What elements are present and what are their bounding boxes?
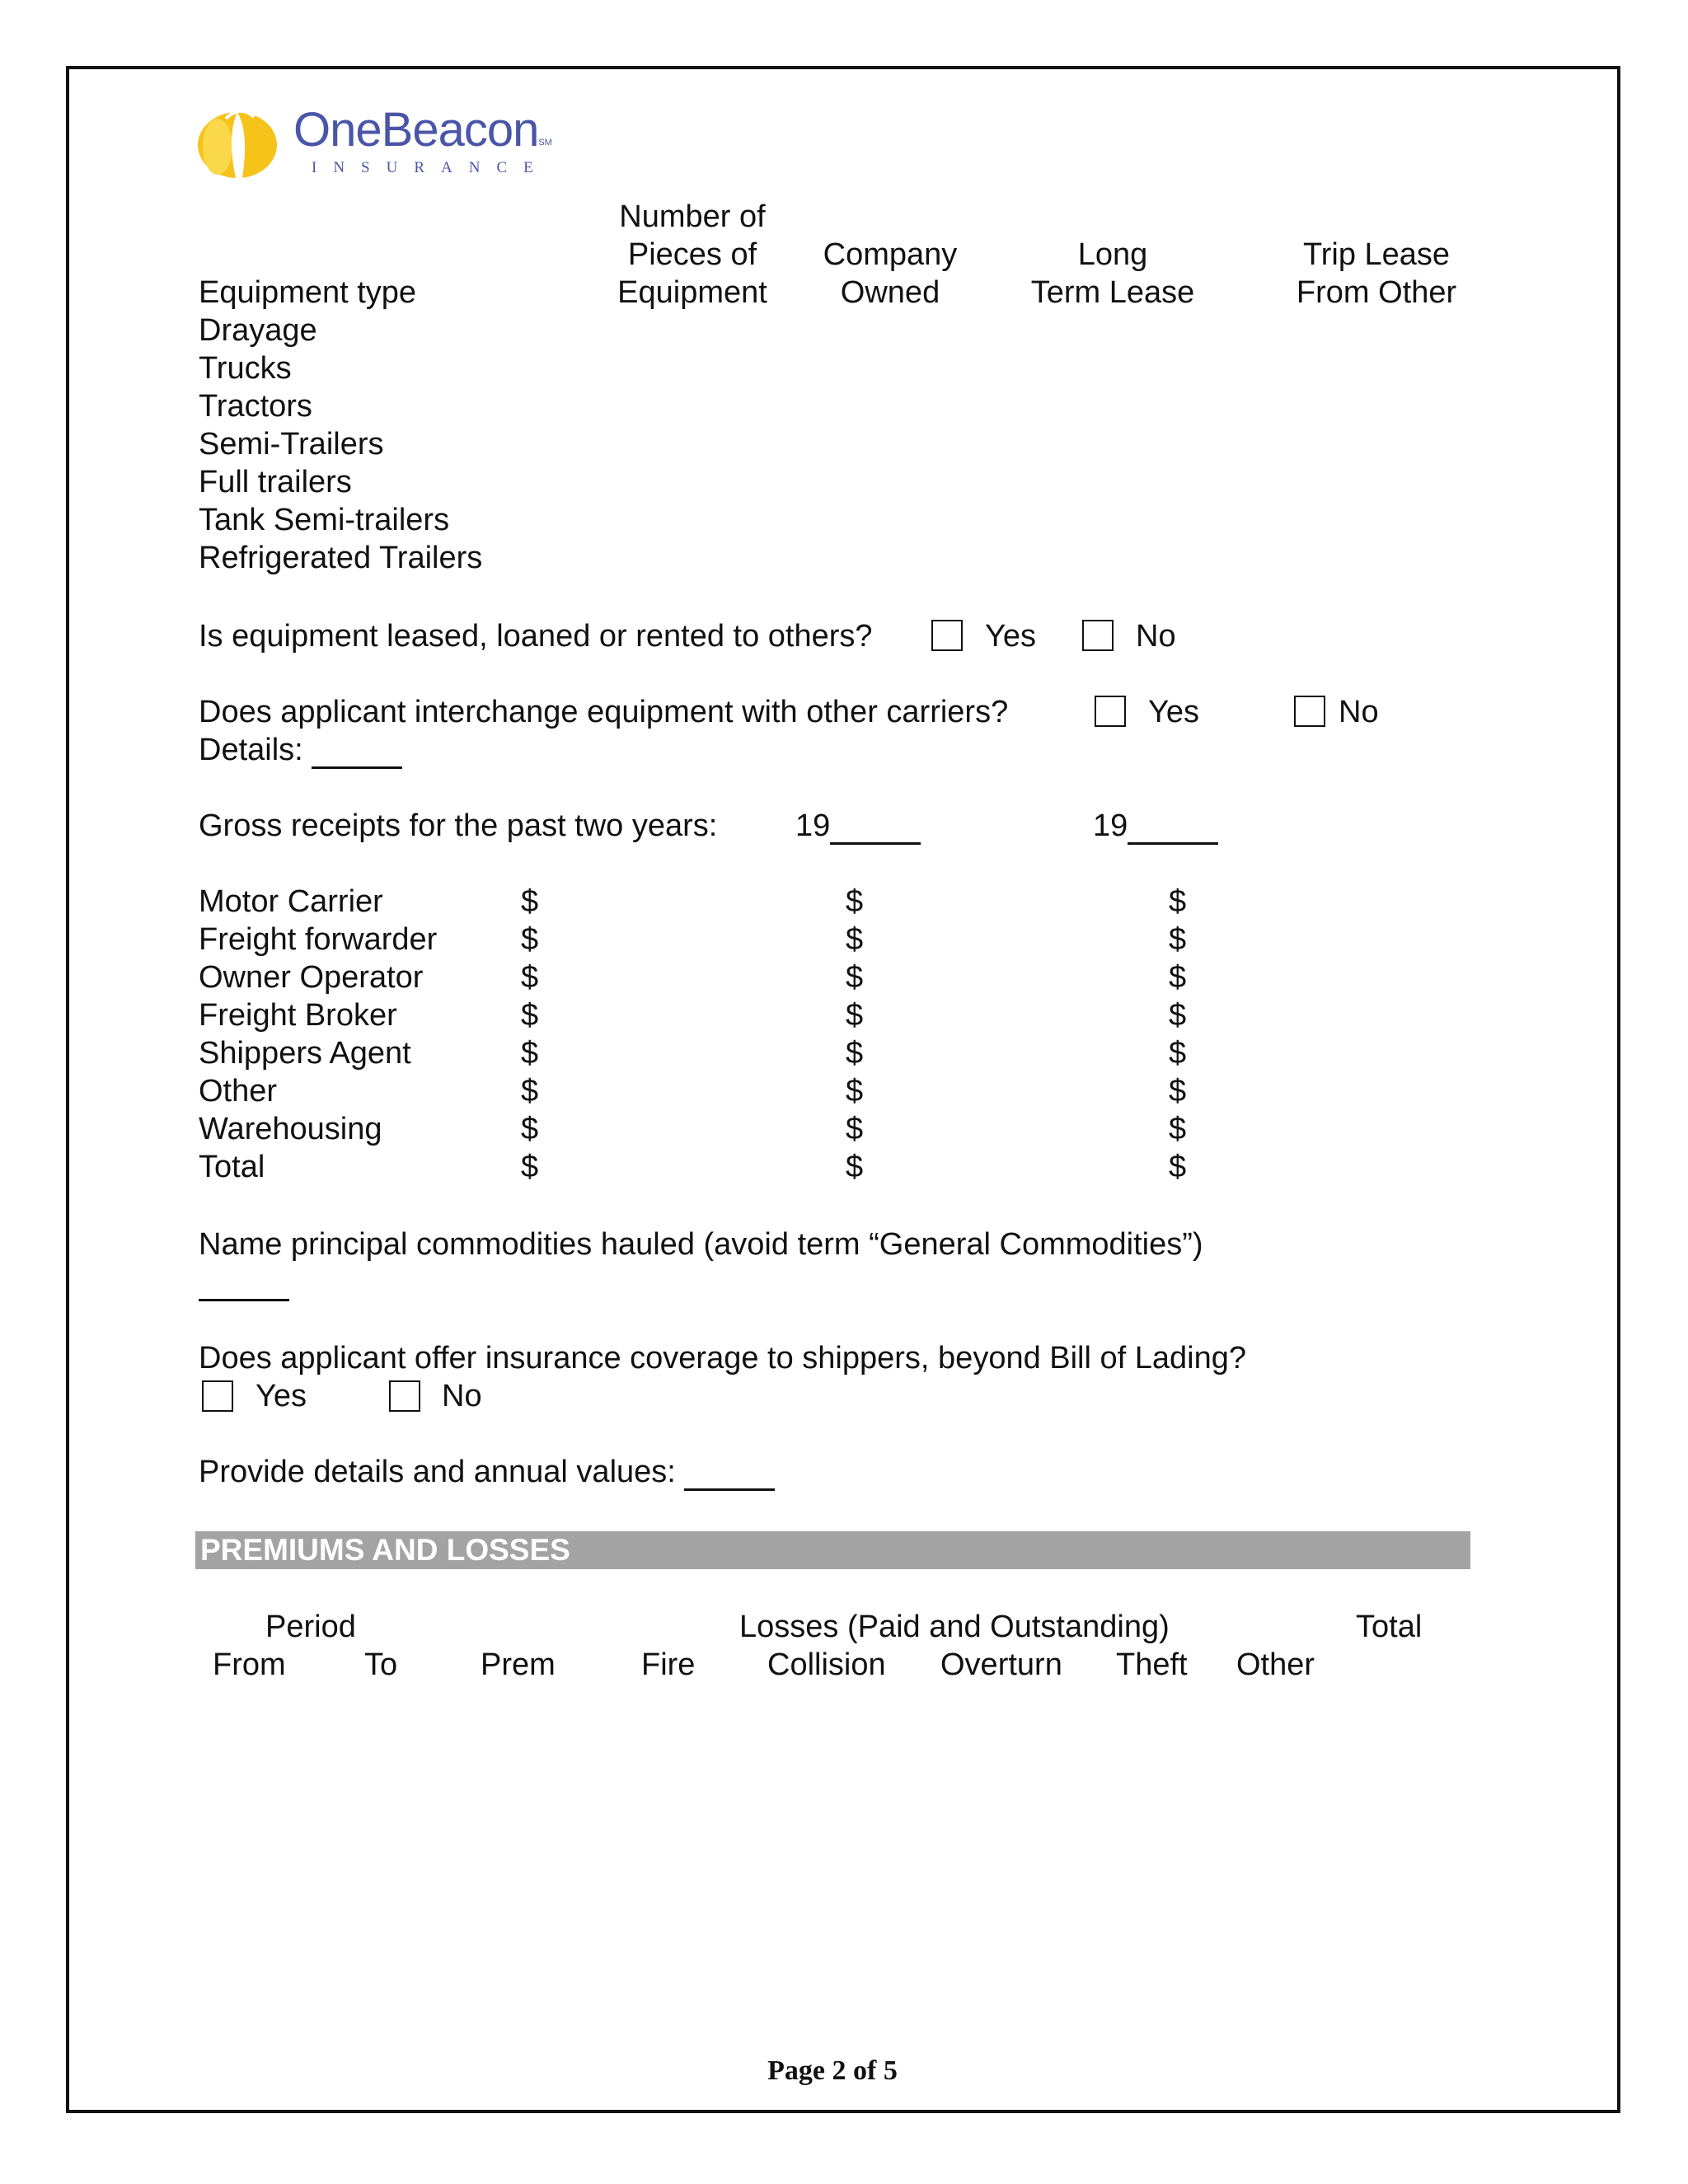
col-to: To bbox=[364, 1647, 398, 1682]
header-company-owned: Company Owned bbox=[823, 237, 958, 310]
col-prem: Prem bbox=[481, 1647, 556, 1682]
year1-input-line[interactable] bbox=[830, 811, 921, 845]
interchange-details bbox=[199, 731, 402, 769]
details-input-line[interactable] bbox=[312, 735, 402, 769]
interchange-no-checkbox[interactable] bbox=[1294, 696, 1325, 727]
coverage-no-label: No bbox=[442, 1379, 482, 1413]
receipts-row-label: Freight Broker bbox=[199, 998, 397, 1033]
leased-no-checkbox[interactable] bbox=[1082, 620, 1114, 651]
question-interchange: Does applicant interchange equipment with other carriers? bbox=[199, 695, 1009, 729]
currency-column-2: $ $ $ $ $ $ $ $ bbox=[846, 884, 864, 1184]
premiums-losses-title: PREMIUMS AND LOSSES bbox=[200, 1533, 570, 1567]
leased-no-label: No bbox=[1136, 619, 1176, 654]
interchange-no-label: No bbox=[1339, 695, 1379, 729]
coverage-no-checkbox[interactable] bbox=[389, 1380, 420, 1412]
header-equipment-type: Equipment type bbox=[199, 275, 417, 310]
equipment-type-list bbox=[199, 312, 482, 577]
header-long-term-lease: Long Term Lease bbox=[1030, 237, 1195, 310]
leased-yes-checkbox[interactable] bbox=[931, 620, 963, 651]
year2-input-line[interactable] bbox=[1128, 811, 1218, 845]
receipts-row-label: Freight forwarder bbox=[199, 922, 438, 957]
onebeacon-logo bbox=[196, 97, 551, 180]
receipts-row-label: Warehousing bbox=[199, 1112, 382, 1146]
interchange-yes-checkbox[interactable] bbox=[1095, 696, 1126, 727]
currency-column-1: $ $ $ $ $ $ $ $ bbox=[521, 884, 539, 1184]
logo-service-mark: SM bbox=[538, 138, 552, 148]
leased-yes-label: Yes bbox=[985, 619, 1036, 654]
question-leased: Is equipment leased, loaned or rented to others? bbox=[199, 619, 873, 654]
commodities-label: Name principal commodities hauled (avoid term “General Commodities”) bbox=[199, 1227, 1203, 1262]
equipment-row: Tractors bbox=[199, 389, 312, 424]
receipts-row-label: Motor Carrier bbox=[199, 884, 383, 919]
receipts-row-label: Total bbox=[199, 1150, 265, 1184]
equipment-row: Trucks bbox=[199, 351, 292, 386]
details-values-label: Provide details and annual values: bbox=[199, 1455, 676, 1489]
interchange-yes-label: Yes bbox=[1148, 695, 1199, 729]
details-values bbox=[199, 1453, 775, 1491]
receipts-category-list bbox=[199, 883, 437, 1186]
equipment-row: Semi-Trailers bbox=[199, 427, 384, 462]
equipment-row: Tank Semi-trailers bbox=[199, 503, 450, 537]
commodities-input-line[interactable] bbox=[199, 1268, 289, 1301]
receipts-row-label: Other bbox=[199, 1074, 278, 1108]
gross-year1: 19 bbox=[795, 807, 921, 845]
gross-receipts-label: Gross receipts for the past two years: bbox=[199, 808, 718, 843]
equipment-row: Full trailers bbox=[199, 465, 352, 499]
gross-year2: 19 bbox=[1093, 807, 1218, 845]
coverage-yes-checkbox[interactable] bbox=[202, 1380, 233, 1412]
question-coverage: Does applicant offer insurance coverage to shippers, beyond Bill of Lading? bbox=[199, 1341, 1246, 1376]
header-number-of-pieces: Number of Pieces of Equipment bbox=[617, 199, 767, 310]
col-overturn: Overturn bbox=[940, 1647, 1062, 1682]
col-other: Other bbox=[1236, 1647, 1315, 1682]
equipment-row: Drayage bbox=[199, 313, 317, 348]
coverage-yes-label: Yes bbox=[256, 1379, 307, 1413]
header-trip-lease: Trip Lease From Other bbox=[1296, 237, 1457, 310]
col-collision: Collision bbox=[767, 1647, 886, 1682]
receipts-row-label: Shippers Agent bbox=[199, 1036, 411, 1071]
total-header: Total bbox=[1356, 1610, 1423, 1644]
receipts-row-label: Owner Operator bbox=[199, 960, 424, 995]
currency-column-3: $ $ $ $ $ $ $ $ bbox=[1169, 884, 1187, 1184]
premiums-losses-header-bar bbox=[195, 1531, 1470, 1569]
details-values-input-line[interactable] bbox=[684, 1457, 775, 1491]
page-number: Page 2 of 5 bbox=[767, 2055, 898, 2086]
period-header: Period bbox=[265, 1610, 356, 1644]
col-fire: Fire bbox=[641, 1647, 696, 1682]
beacon-logo-icon bbox=[196, 97, 287, 180]
logo-wordmark: OneBeacon bbox=[293, 103, 539, 157]
losses-header: Losses (Paid and Outstanding) bbox=[739, 1610, 1170, 1644]
commodities-answer bbox=[199, 1263, 289, 1301]
col-theft: Theft bbox=[1116, 1647, 1188, 1682]
details-label: Details: bbox=[199, 733, 303, 767]
logo-tagline: INSURANCE bbox=[312, 159, 550, 176]
col-from: From bbox=[213, 1647, 286, 1682]
equipment-row: Refrigerated Trailers bbox=[199, 541, 483, 575]
